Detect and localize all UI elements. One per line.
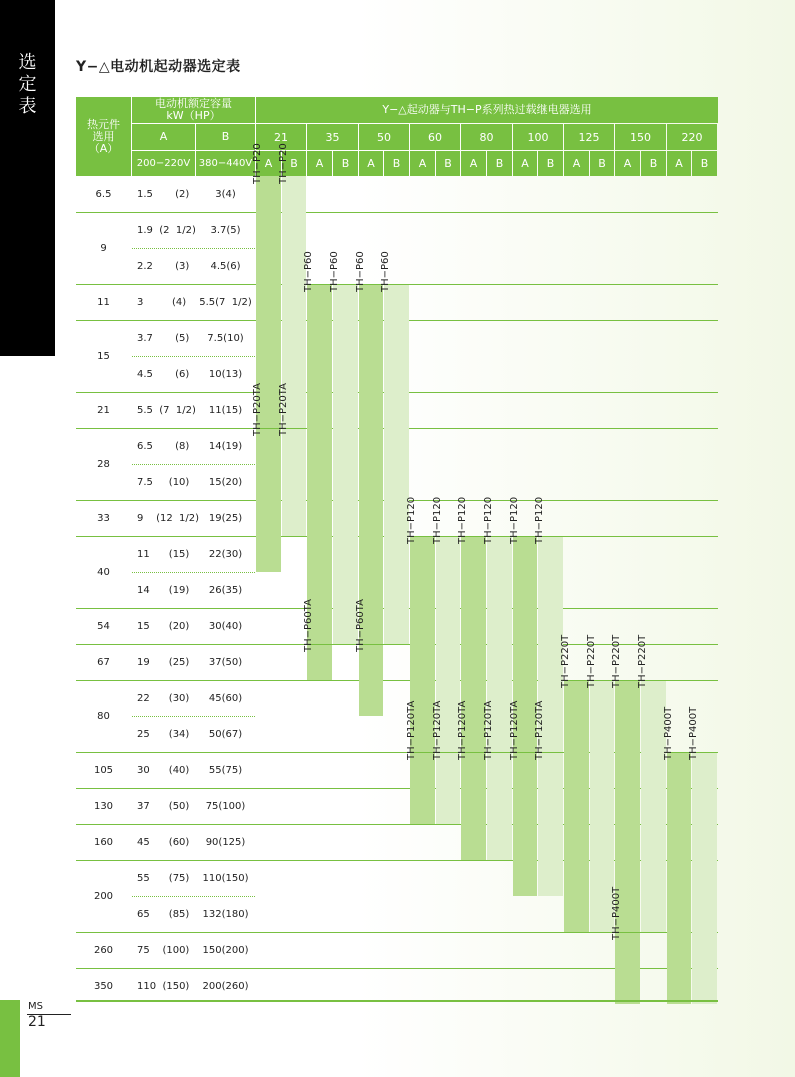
- relay-model-label: TH−P220T: [586, 634, 597, 688]
- motor-kw-b-cell: 37(50): [208, 656, 243, 668]
- relay-model-label: TH−P20: [278, 143, 289, 184]
- relay-band: [667, 752, 691, 1004]
- relay-band: [282, 428, 306, 536]
- page-marker: [0, 1000, 20, 1077]
- section-tab-char: 选: [18, 52, 37, 73]
- ab-header: B: [487, 151, 512, 176]
- relay-model-label: TH−P120TA: [406, 700, 417, 760]
- starter-size-header: 60: [410, 124, 460, 150]
- relay-band: [307, 284, 332, 644]
- section-tab-char: 定: [18, 74, 37, 95]
- motor-kw-b-cell: 10(13): [208, 368, 243, 380]
- motor-kw-a-cell: 9 (12 1/2): [137, 512, 200, 524]
- relay-band: [384, 284, 409, 644]
- relay-band: [359, 644, 383, 716]
- relay-model-label: TH−P20TA: [252, 383, 263, 436]
- row-divider-dotted: [132, 464, 255, 465]
- ab-header: A: [667, 151, 691, 176]
- ab-header: B: [333, 151, 358, 176]
- heater-current-cell: 54: [97, 620, 110, 632]
- relay-band: [538, 752, 563, 896]
- voltage-b-header: 380−440V: [196, 151, 255, 176]
- relay-band: [410, 752, 435, 824]
- motor-kw-b-cell: 200(260): [202, 980, 249, 992]
- relay-band: [436, 752, 460, 824]
- ab-header: B: [641, 151, 666, 176]
- motor-kw-a-cell: 25 (34): [137, 728, 190, 740]
- heater-current-cell: 21: [97, 404, 110, 416]
- ab-header: B: [590, 151, 614, 176]
- starter-size-header: 150: [615, 124, 666, 150]
- ab-header: A: [307, 151, 332, 176]
- motor-kw-b-cell: 45(60): [208, 692, 243, 704]
- motor-kw-b-cell: 5.5(7 1/2): [199, 296, 252, 308]
- heater-header-line: （A）: [88, 141, 119, 155]
- relay-model-label: TH−P60: [303, 251, 314, 292]
- section-tab: [0, 0, 55, 356]
- motor-capacity-line: 电动机额定容量: [155, 97, 232, 110]
- motor-kw-b-cell: 19(25): [208, 512, 243, 524]
- starter-size-header: 125: [564, 124, 614, 150]
- heater-current-cell: 6.5: [95, 188, 112, 200]
- relay-band: [461, 752, 486, 860]
- relay-band: [564, 680, 589, 932]
- motor-kw-a-cell: 1.5 (2): [137, 188, 190, 200]
- heater-current-cell: 33: [97, 512, 110, 524]
- col-b-header: B: [196, 124, 255, 150]
- ab-header: B: [436, 151, 460, 176]
- heater-current-cell: 130: [93, 800, 114, 812]
- heater-current-cell: 80: [97, 710, 110, 722]
- relay-model-label: TH−P60: [355, 251, 366, 292]
- relay-model-label: TH−P220T: [637, 634, 648, 688]
- motor-kw-a-cell: 110 (150): [137, 980, 190, 992]
- voltage-a-header: 200−220V: [132, 151, 195, 176]
- section-tab-char: 表: [18, 96, 37, 117]
- motor-capacity-line: kW（HP）: [166, 109, 221, 122]
- motor-kw-b-cell: 22(30): [208, 548, 243, 560]
- heater-current-cell: 15: [97, 350, 110, 362]
- motor-kw-a-cell: 3.7 (5): [137, 332, 190, 344]
- ab-header: A: [615, 151, 640, 176]
- row-divider-dotted: [132, 716, 255, 717]
- relay-model-label: TH−P120TA: [457, 700, 468, 760]
- row-divider-dotted: [132, 248, 255, 249]
- motor-capacity-header: [132, 97, 255, 123]
- motor-kw-a-cell: 22 (30): [137, 692, 190, 704]
- relay-model-label: TH−P120: [509, 496, 520, 544]
- heater-current-cell: 9: [100, 242, 107, 254]
- row-divider-dotted: [132, 356, 255, 357]
- motor-kw-b-cell: 3.7(5): [210, 224, 241, 236]
- relay-model-label: TH−P120TA: [534, 700, 545, 760]
- relay-model-label: TH−P220T: [560, 634, 571, 688]
- page-title: Y−△电动机起动器选定表: [76, 59, 241, 75]
- relay-model-label: TH−P60TA: [303, 599, 314, 652]
- motor-kw-b-cell: 30(40): [208, 620, 243, 632]
- relay-band: [513, 752, 537, 896]
- heater-header: [76, 97, 131, 176]
- motor-kw-a-cell: 75 (100): [137, 944, 190, 956]
- heater-current-cell: 28: [97, 458, 110, 470]
- relay-model-label: TH−P120: [483, 496, 494, 544]
- motor-kw-a-cell: 55 (75): [137, 872, 190, 884]
- motor-kw-a-cell: 7.5 (10): [137, 476, 190, 488]
- motor-kw-a-cell: 19 (25): [137, 656, 190, 668]
- relay-model-label: TH−P60: [329, 251, 340, 292]
- heater-header-line: 热元件: [87, 117, 120, 131]
- page-number: 21: [28, 1014, 46, 1030]
- heater-current-cell: 260: [93, 944, 114, 956]
- row-divider-dotted: [132, 896, 255, 897]
- motor-kw-b-cell: 90(125): [205, 836, 246, 848]
- relay-model-label: TH−P220T: [611, 634, 622, 688]
- motor-kw-a-cell: 3 (4): [137, 296, 187, 308]
- motor-kw-a-cell: 37 (50): [137, 800, 190, 812]
- motor-kw-b-cell: 26(35): [208, 584, 243, 596]
- motor-kw-b-cell: 55(75): [208, 764, 243, 776]
- ab-header: A: [513, 151, 537, 176]
- starter-size-header: 220: [667, 124, 717, 150]
- table-bottom-rule: [76, 1000, 718, 1002]
- heater-header-line: 选用: [92, 129, 115, 143]
- heater-current-cell: 40: [97, 566, 110, 578]
- ab-header: A: [410, 151, 435, 176]
- motor-kw-b-cell: 75(100): [205, 800, 246, 812]
- starter-size-header: 80: [461, 124, 512, 150]
- heater-current-cell: 105: [93, 764, 114, 776]
- motor-kw-a-cell: 11 (15): [137, 548, 190, 560]
- motor-kw-a-cell: 14 (19): [137, 584, 190, 596]
- motor-kw-b-cell: 150(200): [202, 944, 249, 956]
- ab-header: B: [538, 151, 563, 176]
- motor-kw-a-cell: 65 (85): [137, 908, 190, 920]
- relay-band: [615, 932, 640, 1004]
- ab-header: B: [692, 151, 717, 176]
- relay-model-label: TH−P120TA: [432, 700, 443, 760]
- relay-band: [333, 284, 358, 644]
- col-a-header: A: [132, 124, 195, 150]
- heater-current-cell: 350: [93, 980, 114, 992]
- starter-size-header: 21: [256, 124, 306, 150]
- motor-kw-b-cell: 4.5(6): [210, 260, 241, 272]
- relay-band: [487, 752, 512, 860]
- motor-kw-a-cell: 6.5 (8): [137, 440, 190, 452]
- motor-kw-a-cell: 5.5 (7 1/2): [137, 404, 196, 416]
- relay-model-label: TH−P400T: [611, 886, 622, 940]
- heater-current-cell: 67: [97, 656, 110, 668]
- relay-model-label: TH−P60: [380, 251, 391, 292]
- motor-kw-b-cell: 110(150): [202, 872, 249, 884]
- relay-model-label: TH−P120: [457, 496, 468, 544]
- ab-header: A: [256, 151, 281, 176]
- motor-kw-a-cell: 4.5 (6): [137, 368, 190, 380]
- ab-header: A: [359, 151, 383, 176]
- relay-model-label: TH−P60TA: [355, 599, 366, 652]
- relay-model-label: TH−P20: [252, 143, 263, 184]
- relay-model-label: TH−P400T: [688, 706, 699, 760]
- motor-kw-b-cell: 3(4): [215, 188, 236, 200]
- motor-kw-b-cell: 11(15): [208, 404, 243, 416]
- relay-model-label: TH−P20TA: [278, 383, 289, 436]
- relay-band: [692, 752, 717, 1004]
- starter-size-header: 50: [359, 124, 409, 150]
- motor-kw-a-cell: 30 (40): [137, 764, 190, 776]
- motor-kw-b-cell: 132(180): [202, 908, 249, 920]
- motor-kw-a-cell: 15 (20): [137, 620, 190, 632]
- motor-kw-b-cell: 7.5(10): [207, 332, 244, 344]
- page-section-code: MS: [28, 1001, 43, 1012]
- relay-band: [256, 428, 281, 572]
- motor-kw-a-cell: 2.2 (3): [137, 260, 190, 272]
- relay-model-label: TH−P120: [406, 496, 417, 544]
- starter-header: Y−△起动器与TH−P系列热过载继电器选用: [256, 97, 718, 123]
- ab-header: B: [282, 151, 306, 176]
- relay-model-label: TH−P120: [432, 496, 443, 544]
- row-divider-dotted: [132, 572, 255, 573]
- starter-size-header: 100: [513, 124, 563, 150]
- motor-kw-a-cell: 1.9 (2 1/2): [137, 224, 196, 236]
- motor-kw-b-cell: 50(67): [208, 728, 243, 740]
- starter-size-header: 35: [307, 124, 358, 150]
- ab-header: A: [461, 151, 486, 176]
- relay-band: [359, 284, 383, 644]
- ab-header: B: [384, 151, 409, 176]
- relay-model-label: TH−P120: [534, 496, 545, 544]
- heater-current-cell: 200: [93, 890, 114, 902]
- relay-model-label: TH−P120TA: [483, 700, 494, 760]
- motor-kw-a-cell: 45 (60): [137, 836, 190, 848]
- motor-kw-b-cell: 15(20): [208, 476, 243, 488]
- ab-header: A: [564, 151, 589, 176]
- relay-model-label: TH−P120TA: [509, 700, 520, 760]
- motor-kw-b-cell: 14(19): [208, 440, 243, 452]
- heater-current-cell: 11: [97, 296, 110, 308]
- relay-model-label: TH−P400T: [663, 706, 674, 760]
- heater-current-cell: 160: [93, 836, 114, 848]
